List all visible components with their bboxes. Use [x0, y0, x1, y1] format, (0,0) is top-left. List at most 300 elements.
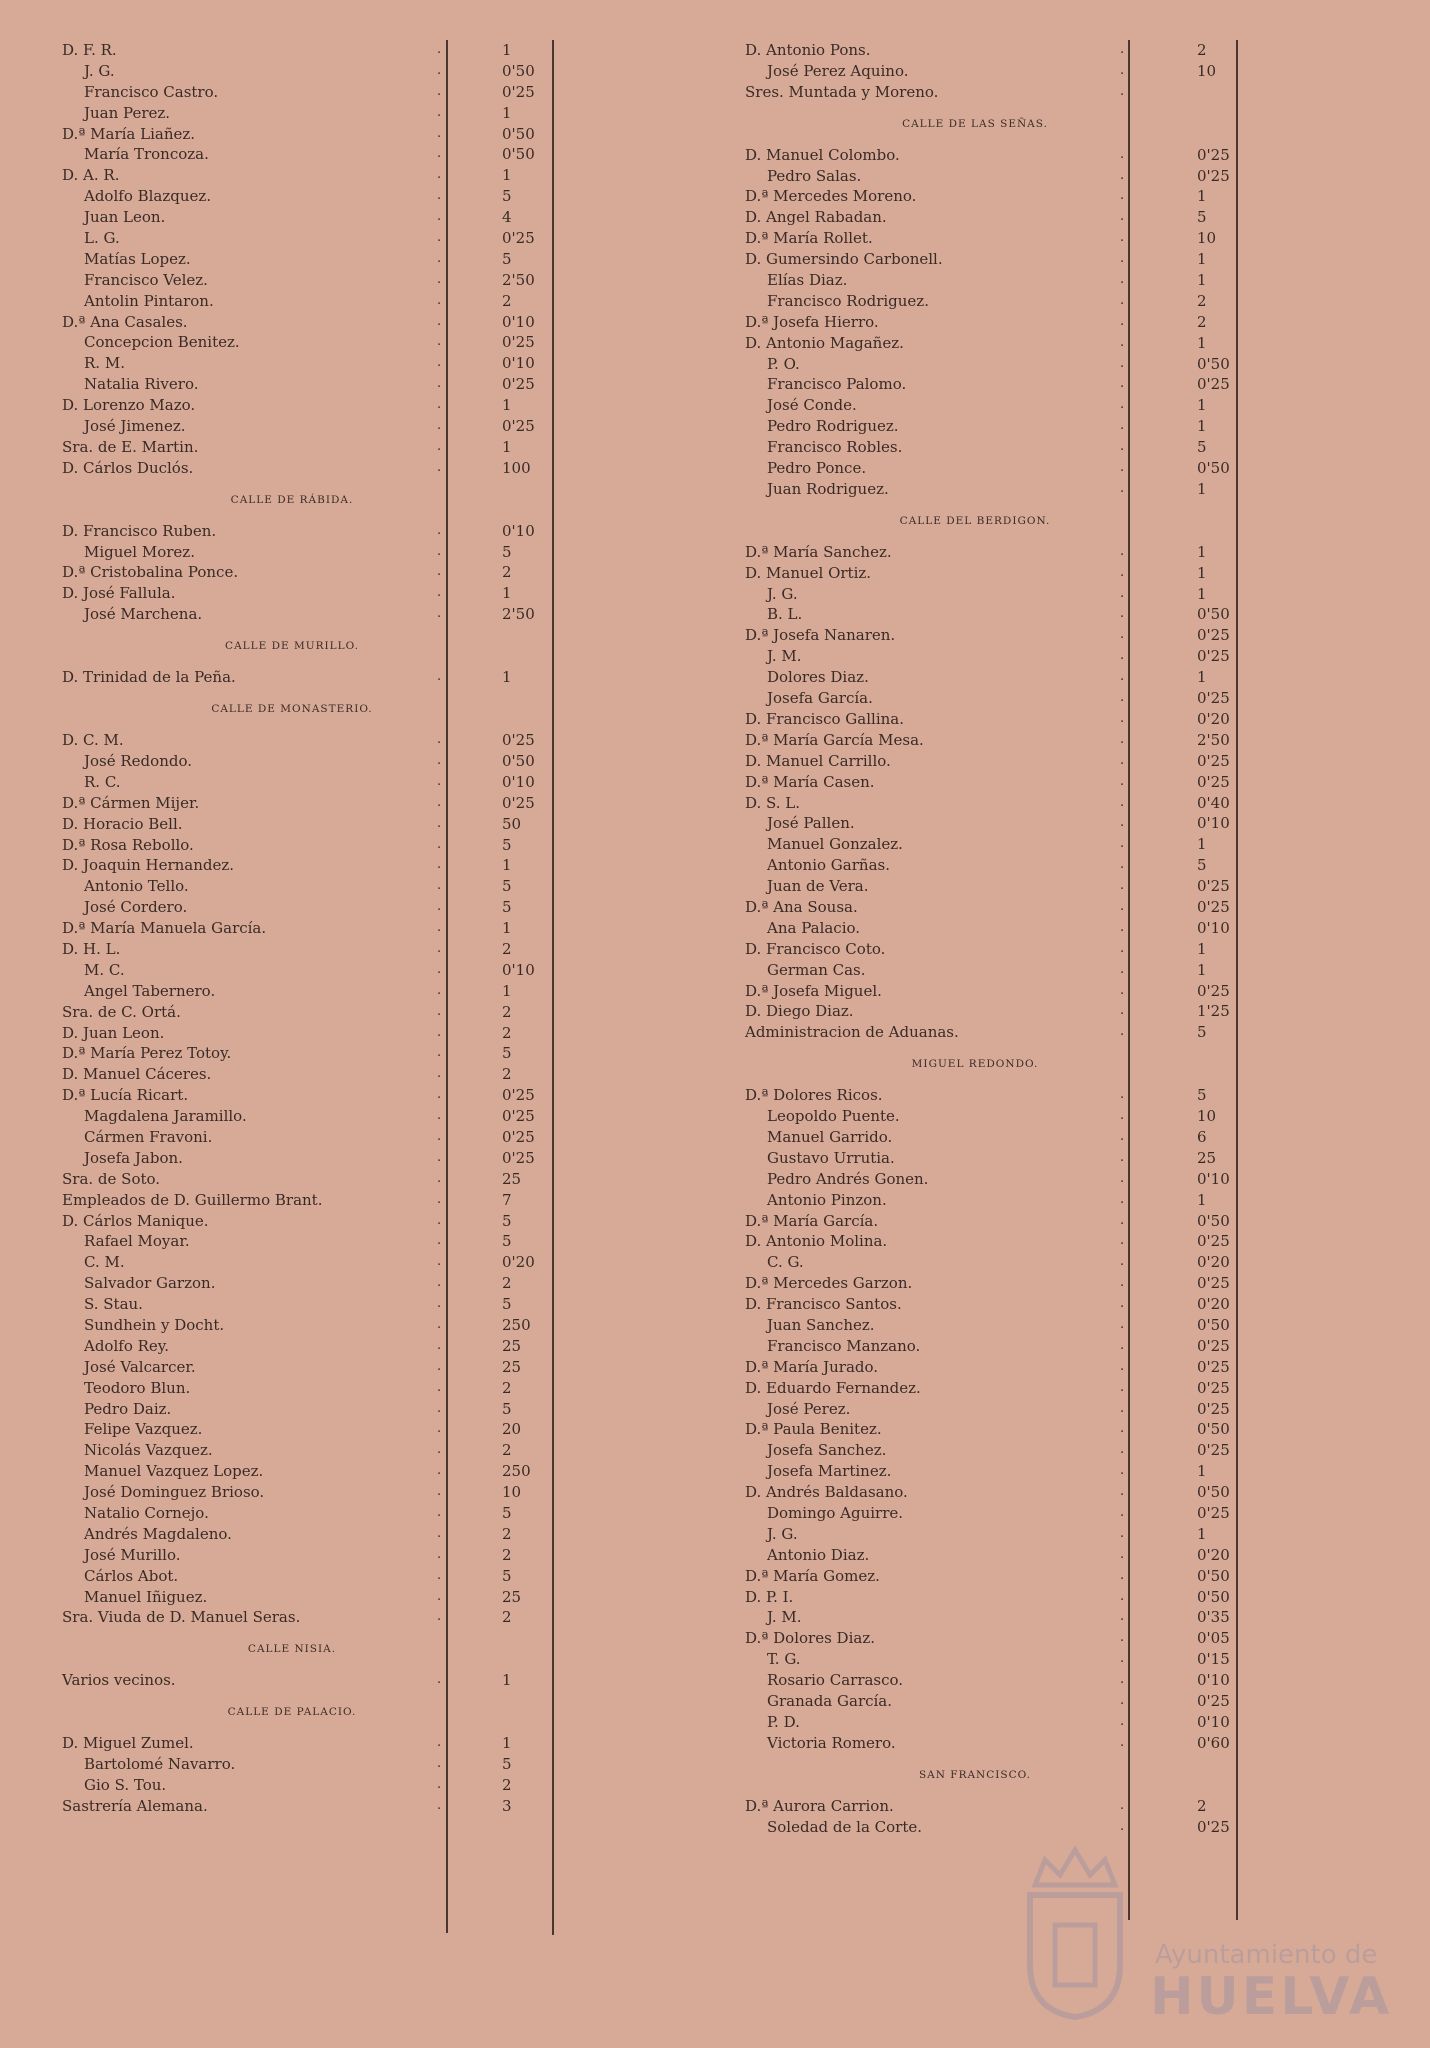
leader-dot: . — [1120, 397, 1125, 413]
leader-dot: . — [1120, 62, 1125, 78]
contributor-row — [745, 981, 1385, 1002]
contributor-name: Francisco Robles. — [767, 438, 903, 457]
contributor-name: D. Gumersindo Carbonell. — [745, 250, 943, 269]
contributor-row — [745, 1378, 1385, 1399]
contributor-name: Francisco Manzano. — [767, 1336, 921, 1355]
contributor-row — [745, 1691, 1385, 1712]
leader-dot: . — [1120, 460, 1125, 476]
contributor-name: Manuel Garrido. — [767, 1127, 893, 1146]
leader-dot: . — [437, 1233, 442, 1249]
contribution-amount: 1 — [1197, 939, 1207, 958]
contributor-name: Francisco Rodriguez. — [767, 291, 929, 310]
contribution-amount: 1 — [1197, 417, 1207, 436]
contributor-row — [62, 1775, 702, 1796]
leader-dot: . — [437, 982, 442, 998]
contributor-name: Cárlos Abot. — [84, 1566, 179, 1585]
leader-dot: . — [1120, 355, 1125, 371]
contributor-name: Manuel Gonzalez. — [767, 835, 903, 854]
leader-dot: . — [1120, 1463, 1125, 1479]
leader-dot: . — [1120, 1505, 1125, 1520]
contributor-row — [745, 1169, 1385, 1190]
contributor-row — [62, 981, 702, 1002]
contributor-row — [62, 897, 702, 918]
contribution-amount: 0'20 — [502, 1253, 535, 1272]
leader-dot: . — [1120, 710, 1125, 726]
contributor-row — [745, 1628, 1385, 1649]
contributor-name: D.ª Mercedes Garzon. — [745, 1274, 913, 1293]
contributor-name: D. Manuel Colombo. — [745, 145, 900, 164]
contributor-row — [62, 40, 702, 61]
contributor-row — [62, 186, 702, 207]
contribution-amount: 0'50 — [502, 145, 535, 164]
contributor-row — [62, 1670, 702, 1691]
contributor-name: Antonio Diaz. — [767, 1545, 870, 1564]
contribution-amount: 0'25 — [1197, 1274, 1230, 1293]
contributor-name: D. Cárlos Duclós. — [62, 458, 194, 477]
contribution-amount: 2'50 — [502, 605, 535, 624]
contributor-name: R. M. — [84, 354, 125, 373]
contributor-row — [745, 1294, 1385, 1315]
contributor-row — [745, 1190, 1385, 1211]
contribution-amount: 1 — [1197, 1524, 1207, 1543]
contributor-name: Sra. de Soto. — [62, 1169, 161, 1188]
leader-dot: . — [437, 1087, 442, 1103]
contribution-amount: 0'25 — [1197, 1357, 1230, 1376]
contributor-row — [745, 1127, 1385, 1148]
contributor-row — [745, 625, 1385, 646]
section-heading: SAN FRANCISCO. — [918, 1768, 1031, 1781]
contributor-name: D. Eduardo Fernandez. — [745, 1378, 921, 1397]
contributor-name: Leopoldo Puente. — [767, 1107, 900, 1126]
contributor-row — [62, 1545, 702, 1566]
contributor-name: J. M. — [767, 647, 802, 666]
contribution-amount: 2'50 — [502, 270, 535, 289]
contribution-amount: 1 — [502, 103, 512, 122]
leader-dot: . — [1120, 1003, 1125, 1019]
contribution-amount: 5 — [1197, 208, 1207, 227]
contribution-amount: 1 — [1197, 960, 1207, 979]
contribution-amount: 1 — [1197, 1462, 1207, 1481]
leader-dot: . — [437, 606, 442, 622]
contributor-row — [62, 1043, 702, 1064]
contributor-row — [62, 1796, 702, 1817]
leader-dot: . — [437, 543, 442, 559]
leader-dot: . — [437, 250, 442, 266]
contribution-amount: 0'10 — [1197, 1712, 1230, 1731]
contributor-row — [745, 458, 1385, 479]
leader-dot: . — [437, 1045, 442, 1061]
contribution-amount: 5 — [502, 1399, 512, 1418]
contributor-row — [745, 772, 1385, 793]
leader-dot: . — [437, 1337, 442, 1353]
leader-dot: . — [1120, 1400, 1125, 1416]
contributor-row — [62, 1503, 702, 1524]
leader-dot: . — [437, 334, 442, 350]
leader-dot: . — [1120, 1672, 1125, 1688]
contributor-name: R. C. — [84, 772, 121, 791]
leader-dot: . — [437, 1609, 442, 1625]
contributor-name: D.ª Rosa Rebollo. — [62, 835, 194, 854]
contribution-amount: 2 — [502, 1378, 512, 1397]
contributor-name: Salvador Garzon. — [84, 1274, 216, 1293]
contribution-amount: 1 — [1197, 668, 1207, 687]
contributor-name: D.ª María García Mesa. — [745, 730, 924, 749]
contributor-row — [745, 1461, 1385, 1482]
leader-dot: . — [437, 794, 442, 810]
leader-dot: . — [437, 815, 442, 831]
contributor-name: D.ª Ana Sousa. — [745, 897, 858, 916]
contributor-name: Victoria Romero. — [767, 1733, 896, 1752]
contributor-row — [62, 730, 702, 751]
contributor-name: D.ª María Perez Totoy. — [62, 1044, 232, 1063]
contributor-row — [745, 1085, 1385, 1106]
contributor-name: Juan Leon. — [84, 208, 166, 227]
contributor-row — [745, 876, 1385, 897]
contributor-row — [62, 458, 702, 479]
contribution-amount: 0'25 — [1197, 1817, 1230, 1836]
contributor-row — [745, 166, 1385, 187]
contributor-name: Pedro Salas. — [767, 166, 862, 185]
contributor-name: D. Francisco Coto. — [745, 939, 886, 958]
contributor-name: Natalio Cornejo. — [84, 1504, 209, 1522]
contribution-amount: 0'25 — [1197, 1399, 1230, 1418]
leader-dot: . — [437, 940, 442, 956]
contributor-name: J. G. — [767, 1524, 798, 1543]
leader-dot: . — [437, 522, 442, 538]
contributor-row — [745, 1670, 1385, 1691]
contributor-name: D. Antonio Magañez. — [745, 333, 904, 352]
contributor-row — [62, 228, 702, 249]
contribution-amount: 5 — [502, 1044, 512, 1063]
contribution-amount: 2 — [502, 1524, 512, 1543]
contributor-row — [745, 1440, 1385, 1461]
leader-dot: . — [437, 773, 442, 789]
contributor-row — [62, 82, 702, 103]
leader-dot: . — [437, 1191, 442, 1207]
leader-dot: . — [1120, 627, 1125, 643]
leader-dot: . — [1120, 313, 1125, 329]
leader-dot: . — [437, 397, 442, 413]
leader-dot: . — [437, 1024, 442, 1040]
contributor-name: D. Francisco Ruben. — [62, 521, 217, 540]
contribution-amount: 10 — [1197, 229, 1217, 248]
contributor-name: D. Antonio Molina. — [745, 1232, 888, 1251]
contribution-amount: 1 — [1197, 333, 1207, 352]
contributor-row — [745, 939, 1385, 960]
contributor-row — [62, 1607, 702, 1628]
contributor-name: Josefa Sanchez. — [767, 1441, 887, 1460]
contributor-name: Teodoro Blun. — [84, 1378, 191, 1397]
contributor-name: Andrés Magdaleno. — [84, 1524, 232, 1543]
contributor-name: Pedro Andrés Gonen. — [767, 1169, 929, 1188]
contributor-name: Manuel Iñiguez. — [84, 1587, 208, 1606]
contributor-row — [62, 918, 702, 939]
contribution-amount: 0'10 — [502, 312, 535, 331]
leader-dot: . — [1120, 919, 1125, 935]
contributor-row — [745, 1482, 1385, 1503]
section-heading: CALLE DEL BERDIGON. — [899, 514, 1051, 527]
leader-dot: . — [1120, 1734, 1125, 1750]
leader-dot: . — [1120, 815, 1125, 831]
contributor-row — [745, 751, 1385, 772]
leader-dot: . — [1120, 940, 1125, 956]
contributor-row — [745, 1357, 1385, 1378]
contributor-row — [745, 1419, 1385, 1440]
contributor-row — [745, 82, 1385, 103]
contribution-amount: 2 — [502, 1608, 512, 1627]
leader-dot: . — [437, 564, 442, 580]
leader-dot: . — [437, 188, 442, 204]
contributor-name: Miguel Morez. — [84, 542, 195, 561]
contribution-amount: 5 — [502, 1566, 512, 1585]
contributor-name: Empleados de D. Guillermo Brant. — [62, 1190, 323, 1209]
contributor-row — [62, 165, 702, 186]
contribution-amount: 1 — [502, 41, 512, 59]
leader-dot: . — [1120, 1212, 1125, 1228]
contribution-amount: 2 — [1197, 312, 1207, 331]
contributor-row — [745, 416, 1385, 437]
contribution-amount: 1 — [502, 668, 512, 687]
contributor-name: P. D. — [767, 1712, 800, 1731]
contributor-name: José Pallen. — [767, 814, 855, 833]
section-heading: CALLE DE MURILLO. — [225, 640, 359, 653]
contributor-row — [62, 1002, 702, 1023]
contributor-row — [62, 144, 702, 165]
left-column — [62, 40, 702, 1817]
contributor-name: Josefa Jabon. — [84, 1148, 183, 1167]
leader-dot: . — [1120, 606, 1125, 622]
leader-dot: . — [437, 1275, 442, 1291]
contributor-name: D.ª María Liañez. — [62, 124, 196, 143]
contributor-name: Antonio Pinzon. — [767, 1190, 887, 1209]
contributor-row — [62, 1315, 702, 1336]
contributor-row — [745, 1712, 1385, 1733]
coat-of-arms-icon — [1015, 1845, 1135, 2020]
contributor-row — [62, 61, 702, 82]
contribution-amount: 1 — [502, 437, 512, 456]
contributor-row — [62, 353, 702, 374]
contribution-amount: 0'25 — [502, 375, 535, 394]
section-heading: MIGUEL REDONDO. — [911, 1058, 1039, 1071]
contributor-name: Angel Tabernero. — [84, 981, 216, 1000]
contributor-row — [62, 103, 702, 124]
contributor-name: Francisco Palomo. — [767, 375, 907, 394]
contributor-name: C. G. — [767, 1253, 804, 1272]
contributor-row — [745, 1022, 1385, 1043]
contribution-amount: 0'10 — [1197, 1671, 1230, 1690]
contribution-amount: 0'25 — [1197, 1232, 1230, 1251]
leader-dot: . — [437, 292, 442, 308]
contributor-name: Antonio Tello. — [84, 877, 189, 896]
leader-dot: . — [1120, 209, 1125, 225]
contribution-amount: 5 — [502, 1232, 512, 1251]
contribution-amount: 0'25 — [1197, 166, 1230, 185]
contributor-row — [62, 583, 702, 604]
contribution-amount: 0'15 — [1197, 1650, 1230, 1669]
contributor-row — [745, 813, 1385, 834]
contribution-amount: 2 — [502, 1776, 512, 1795]
contributor-name: D.ª Josefa Hierro. — [745, 312, 879, 331]
leader-dot: . — [437, 1421, 442, 1437]
leader-dot: . — [1120, 1087, 1125, 1103]
contributor-name: S. Stau. — [84, 1295, 143, 1314]
contributor-name: J. G. — [767, 584, 798, 603]
leader-dot: . — [1120, 878, 1125, 894]
contributor-row — [62, 604, 702, 625]
contribution-amount: 1 — [1197, 584, 1207, 603]
contribution-amount: 0'25 — [502, 793, 535, 812]
contributor-row — [745, 688, 1385, 709]
contributor-row — [62, 416, 702, 437]
leader-dot: . — [1120, 1358, 1125, 1374]
contributor-row — [745, 1524, 1385, 1545]
contributor-name: Josefa García. — [767, 689, 873, 708]
contributor-name: Antonio Garñas. — [767, 856, 890, 875]
leader-dot: . — [437, 857, 442, 873]
contributor-row — [62, 1336, 702, 1357]
contribution-amount: 0'25 — [1197, 897, 1230, 916]
contributor-name: José Dominguez Brioso. — [84, 1483, 265, 1502]
section-heading: CALLE DE PALACIO. — [227, 1706, 357, 1719]
leader-dot: . — [1120, 1609, 1125, 1625]
watermark-line1: Ayuntamiento de — [1155, 1940, 1378, 1970]
contributor-row — [745, 563, 1385, 584]
contribution-amount: 0'50 — [1197, 1420, 1230, 1439]
leader-dot: . — [437, 104, 442, 120]
contributor-row — [745, 354, 1385, 375]
contribution-amount: 0'25 — [1197, 981, 1230, 1000]
contribution-amount: 0'25 — [1197, 375, 1230, 394]
contributor-name: José Marchena. — [84, 605, 203, 624]
leader-dot: . — [437, 1358, 442, 1374]
contributor-row — [745, 793, 1385, 814]
contribution-amount: 0'40 — [1197, 793, 1230, 812]
contribution-amount: 1 — [1197, 835, 1207, 854]
leader-dot: . — [437, 899, 442, 915]
contribution-amount: 0'25 — [1197, 626, 1230, 645]
contribution-amount: 0'25 — [1197, 751, 1230, 770]
contributor-row — [62, 1294, 702, 1315]
contribution-amount: 1 — [502, 1671, 512, 1690]
contributor-row — [62, 332, 702, 353]
contributor-row — [745, 1252, 1385, 1273]
contributor-name: Gustavo Urrutia. — [767, 1148, 895, 1167]
leader-dot: . — [1120, 690, 1125, 706]
contribution-amount: 25 — [502, 1169, 522, 1188]
contributor-row — [62, 1252, 702, 1273]
right-amount-rule — [1236, 40, 1238, 1920]
contributor-name: D.ª María Gomez. — [745, 1566, 880, 1585]
contributor-row — [745, 207, 1385, 228]
leader-dot: . — [1120, 292, 1125, 308]
contributor-name: D.ª María García. — [745, 1211, 879, 1230]
contribution-amount: 0'25 — [1197, 877, 1230, 896]
contributor-name: Bartolomé Navarro. — [84, 1755, 236, 1774]
contributor-name: D. P. I. — [745, 1587, 794, 1606]
leader-dot: . — [1120, 1191, 1125, 1207]
contributor-row — [62, 1357, 702, 1378]
contributor-name: D. C. M. — [62, 731, 124, 750]
contributor-name: D. Manuel Carrillo. — [745, 751, 891, 770]
contributor-name: D.ª Paula Benitez. — [745, 1420, 882, 1439]
contribution-amount: 0'10 — [1197, 918, 1230, 937]
leader-dot: . — [1120, 1525, 1125, 1541]
contributor-name: D.ª Josefa Nanaren. — [745, 626, 896, 645]
contributor-name: D.ª Cármen Mijer. — [62, 793, 200, 812]
contributor-name: D.ª María Rollet. — [745, 229, 873, 248]
contribution-amount: 0'50 — [502, 61, 535, 80]
contribution-amount: 0'20 — [1197, 1545, 1230, 1564]
contributor-name: D. Angel Rabadan. — [745, 208, 887, 227]
section-heading: CALLE DE MONASTERIO. — [211, 703, 373, 716]
leader-dot: . — [1120, 1693, 1125, 1709]
contributor-name: D. Manuel Ortiz. — [745, 563, 872, 582]
contribution-amount: 1 — [1197, 271, 1207, 290]
leader-dot: . — [1120, 251, 1125, 267]
contribution-amount: 2'50 — [1197, 730, 1230, 749]
contribution-amount: 0'50 — [1197, 1315, 1230, 1334]
contributor-row — [62, 814, 702, 835]
contribution-amount: 0'05 — [1197, 1629, 1230, 1648]
contributor-row — [62, 751, 702, 772]
contributor-name: José Murillo. — [84, 1545, 181, 1564]
contributor-row — [62, 855, 702, 876]
contributor-name: D. Manuel Cáceres. — [62, 1065, 212, 1084]
contributor-name: Natalia Rivero. — [84, 375, 199, 394]
contribution-amount: 0'50 — [1197, 1211, 1230, 1230]
contribution-amount: 5 — [502, 835, 512, 854]
leader-dot: . — [1120, 1024, 1125, 1040]
contributor-name: D.ª Cristobalina Ponce. — [62, 563, 239, 582]
contribution-amount: 5 — [502, 187, 512, 206]
leader-dot: . — [437, 1756, 442, 1772]
leader-dot: . — [1120, 146, 1125, 162]
contribution-amount: 5 — [502, 898, 512, 917]
contributor-row — [62, 291, 702, 312]
contribution-amount: 10 — [502, 1483, 522, 1502]
leader-dot: . — [437, 42, 442, 57]
contributor-row — [62, 1148, 702, 1169]
contributor-name: Sra. Viuda de D. Manuel Seras. — [62, 1608, 301, 1627]
contribution-amount: 0'25 — [1197, 1504, 1230, 1522]
contributor-name: D. Trinidad de la Peña. — [62, 668, 236, 687]
contributor-row — [745, 374, 1385, 395]
leader-dot: . — [437, 585, 442, 601]
leader-dot: . — [437, 146, 442, 162]
contributor-name: Varios vecinos. — [62, 1671, 176, 1690]
leader-dot: . — [437, 1463, 442, 1479]
contributor-name: Dolores Diaz. — [767, 668, 869, 687]
contributor-row — [62, 1106, 702, 1127]
contributor-row — [745, 1148, 1385, 1169]
contributor-row — [62, 1461, 702, 1482]
contributor-name: D. S. L. — [745, 793, 801, 812]
leader-dot: . — [437, 1484, 442, 1500]
contributor-row — [62, 207, 702, 228]
contributor-row — [745, 667, 1385, 688]
contribution-amount: 0'25 — [1197, 647, 1230, 666]
contribution-amount: 100 — [502, 458, 531, 477]
contributor-row — [62, 395, 702, 416]
contribution-amount: 2 — [502, 563, 512, 582]
leader-dot: . — [437, 752, 442, 768]
contributor-name: D. Francisco Santos. — [745, 1295, 902, 1314]
contribution-amount: 1 — [1197, 563, 1207, 582]
contributor-row — [745, 1315, 1385, 1336]
contributor-name: Josefa Martinez. — [767, 1462, 892, 1481]
leader-dot: . — [1120, 1275, 1125, 1291]
contributor-name: J. G. — [84, 61, 115, 80]
